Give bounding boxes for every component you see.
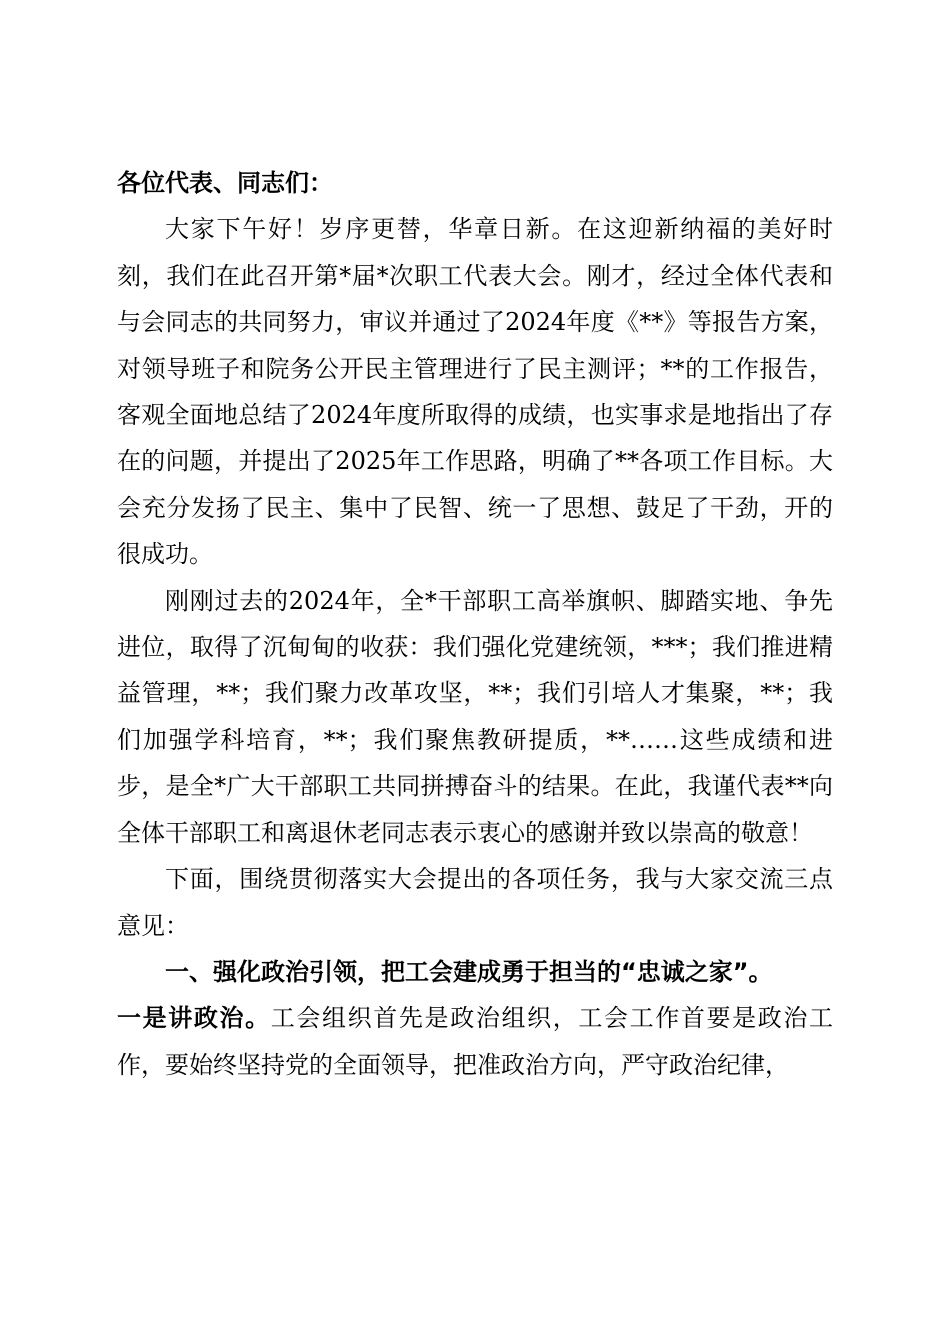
point-text: 工会组织首先是政治组织，工会工作首要是政治工作，要始终坚持党的全面领导，把准政治方向，严守政治纪律，	[117, 1004, 834, 1079]
section-heading: 一、强化政治引领，把工会建成勇于担当的“忠诚之家”。	[165, 957, 773, 986]
paragraph-transition: 下面，围绕贯彻落实大会提出的各项任务，我与大家交流三点意见：	[117, 865, 833, 940]
paragraph-achievements: 刚刚过去的2024年，全*干部职工高举旗帜、脚踏实地、争先进位，取得了沉甸甸的收获：我们强化党建统领，***；我们推进精益管理，**；我们聚力改革攻坚，**；我们引培人才集聚，**；我们加强学科培育，**；我们聚焦教研提质，**……这些成绩和进步，是全*广大干部职工共同拼搏奋斗的结果。在此，我谨代表**向全体干部职工和离退休老同志表示衷心的感谢并致以崇高的敬意！	[117, 586, 833, 847]
document-body	[117, 160, 833, 1088]
salutation: 各位代表、同志们：	[117, 169, 333, 197]
point-paragraph	[117, 995, 833, 1088]
paragraph-opening: 大家下午好！岁序更替，华章日新。在这迎新纳福的美好时刻，我们在此召开第*届*次职工代表大会。刚才，经过全体代表和与会同志的共同努力，审议并通过了2024年度《**》等报告方案，对领导班子和院务公开民主管理进行了民主测评；**的工作报告，客观全面地总结了2024年度所取得的成绩，也实事求是地指出了存在的问题，并提出了2025年工作思路，明确了**各项工作目标。大会充分发扬了民主、集中了民智、统一了思想、鼓足了干劲，开的很成功。	[117, 215, 833, 569]
point-lead: 一是讲政治。	[117, 1004, 271, 1033]
